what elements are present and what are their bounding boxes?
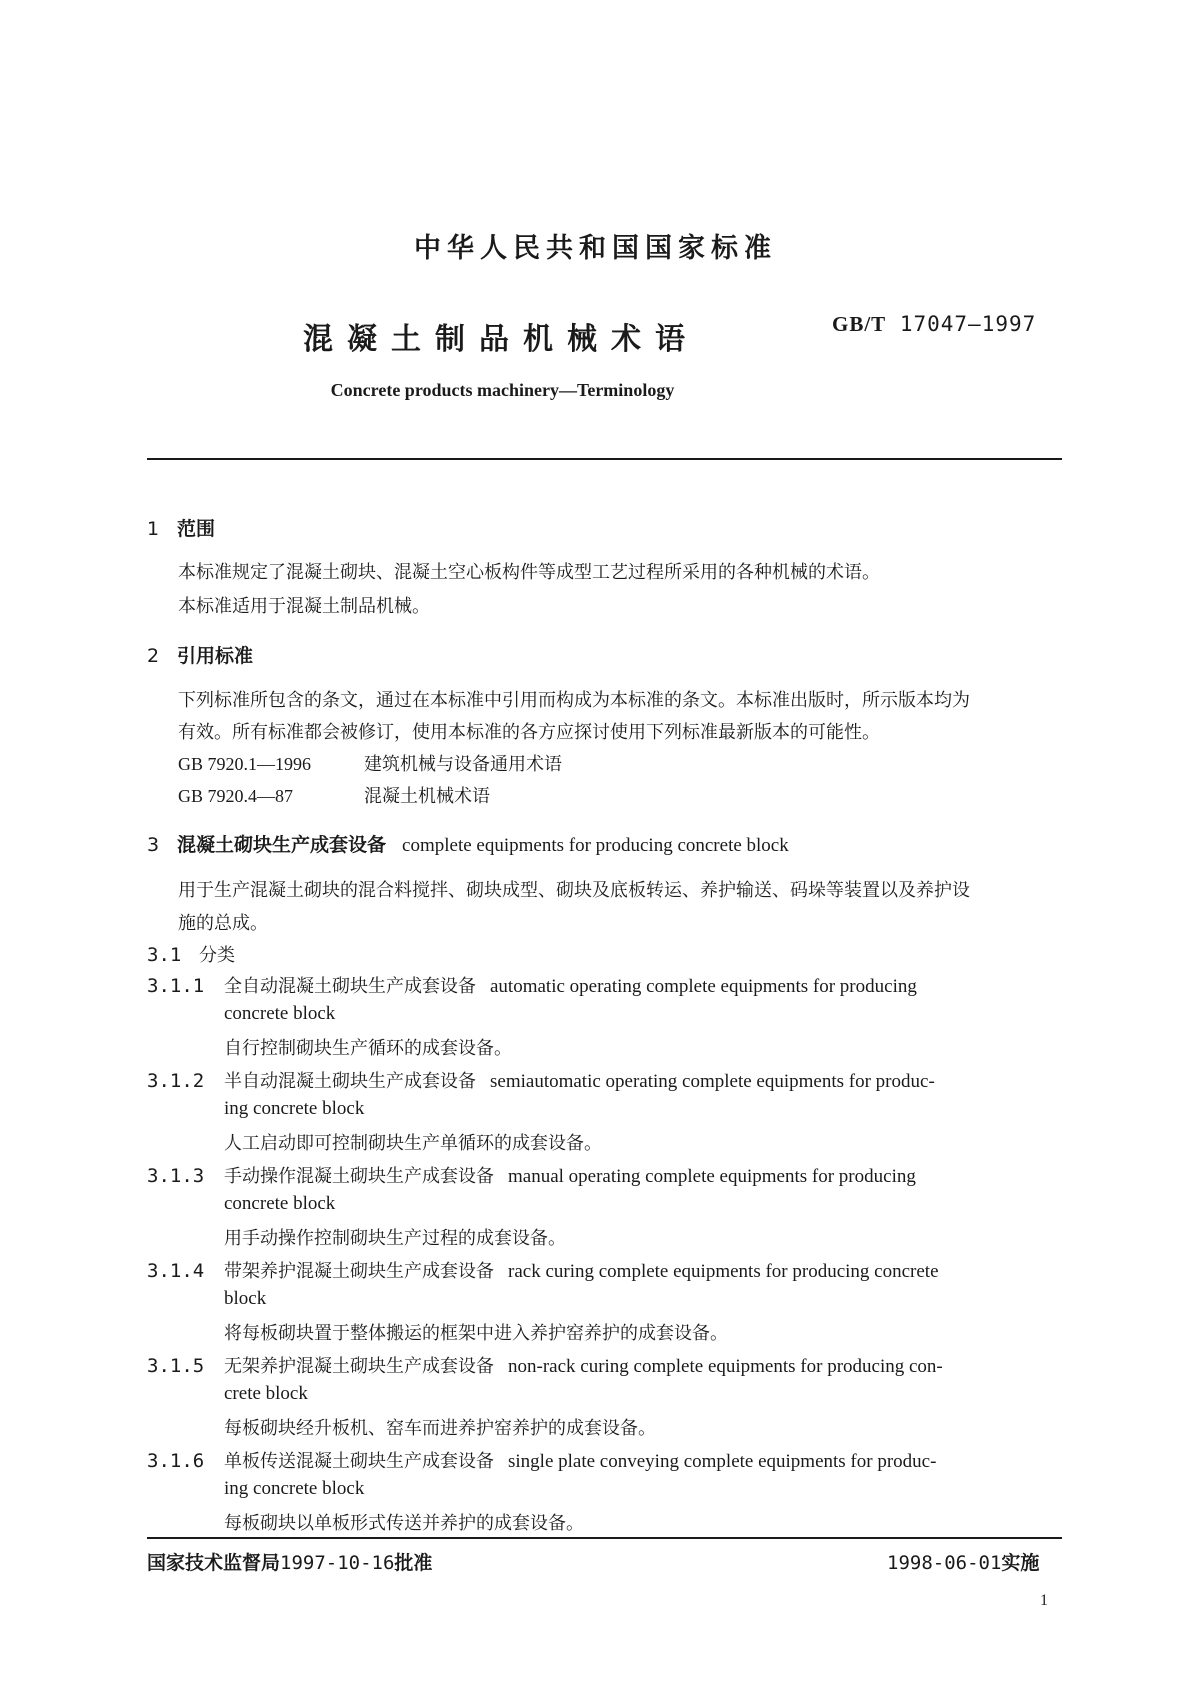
implementation-line [887,1548,1039,1575]
implementation-label: 实施 [1001,1552,1040,1574]
term-en-continuation: concrete block [224,1003,336,1024]
footer-divider [147,1537,1062,1539]
section-number: 2 [147,645,160,667]
term-definition: 每板砌块经升板机、窑车而进养护窑养护的成套设备。 [224,1418,656,1439]
term-cn: 全自动混凝土砌块生产成套设备 [224,976,476,997]
term-definition: 人工启动即可控制砌块生产单循环的成套设备。 [224,1133,602,1154]
national-standard-heading: 中华人民共和国国家标准 [414,233,777,264]
term-3-1-4 [147,1257,939,1283]
section-title-en: complete equipments for producing concrete block [402,835,789,856]
scope-paragraph-2: 本标准适用于混凝土制品机械。 [178,596,430,617]
reference-item [178,782,490,808]
term-definition: 用手动操作控制砌块生产过程的成套设备。 [224,1228,566,1249]
document-title-en: Concrete products machinery—Terminology [330,380,675,400]
term-en-continuation: crete block [224,1383,308,1404]
term-en-continuation: block [224,1288,267,1309]
term-number: 3.1.5 [147,1355,205,1377]
subsection-title: 分类 [199,945,235,966]
reference-item [178,750,562,776]
term-3-1-3 [147,1162,916,1188]
approval-label: 批准 [394,1552,433,1574]
header-divider [147,458,1062,460]
term-cn: 单板传送混凝土砌块生产成套设备 [224,1451,494,1472]
term-3-1-2 [147,1067,935,1093]
term-en: single plate conveying complete equipments for produc- [508,1451,937,1472]
references-paragraph-line-2: 有效。所有标准都会被修订，使用本标准的各方应探讨使用下列标准最新版本的可能性。 [178,722,880,743]
scope-paragraph-1: 本标准规定了混凝土砌块、混凝土空心板构件等成型工艺过程所采用的各种机械的术语。 [178,562,880,583]
term-number: 3.1.1 [147,975,205,997]
subsection-number: 3.1 [147,944,182,966]
approval-org: 国家技术监督局 [147,1552,281,1574]
term-cn: 无架养护混凝土砌块生产成套设备 [224,1356,494,1377]
section-3-heading [147,830,789,857]
reference-title: 混凝土机械术语 [364,786,490,807]
document-title-cn: 混凝土制品机械术语 [303,322,699,357]
term-en: semiautomatic operating complete equipments for produc- [490,1071,935,1092]
term-number: 3.1.3 [147,1165,205,1187]
reference-code: GB 7920.4—87 [178,786,294,806]
references-paragraph-line-1: 下列标准所包含的条文，通过在本标准中引用而构成为本标准的条文。本标准出版时，所示版本均为 [178,690,970,711]
approval-line [147,1548,432,1575]
term-number: 3.1.6 [147,1450,205,1472]
page-number: 1 [1040,1592,1048,1609]
term-cn: 半自动混凝土砌块生产成套设备 [224,1071,476,1092]
term-en: non-rack curing complete equipments for producing con- [508,1356,943,1377]
section-3-definition-line-2: 施的总成。 [178,913,268,934]
approval-date: 1997-10-16 [280,1552,395,1574]
section-title: 范围 [177,518,216,540]
standard-prefix: GB/T [832,312,887,336]
standard-code: 17047—1997 [899,312,1037,336]
term-3-1-6 [147,1447,936,1473]
reference-title: 建筑机械与设备通用术语 [364,754,562,775]
term-en: rack curing complete equipments for producing concrete [508,1261,939,1282]
section-title: 引用标准 [177,645,254,667]
term-en-continuation: concrete block [224,1193,336,1214]
term-cn: 带架养护混凝土砌块生产成套设备 [224,1261,494,1282]
term-definition: 每板砌块以单板形式传送并养护的成套设备。 [224,1513,584,1534]
term-3-1-1 [147,972,917,998]
term-3-1-5 [147,1352,943,1378]
section-2-heading [147,641,253,668]
term-number: 3.1.4 [147,1260,205,1282]
section-number: 3 [147,834,160,856]
section-title: 混凝土砌块生产成套设备 [177,834,387,856]
standard-number [832,312,1036,337]
term-definition: 将每板砌块置于整体搬运的框架中进入养护窑养护的成套设备。 [224,1323,728,1344]
term-number: 3.1.2 [147,1070,205,1092]
subsection-3-1-heading [147,941,235,967]
term-en-continuation: ing concrete block [224,1098,365,1119]
term-cn: 手动操作混凝土砌块生产成套设备 [224,1166,494,1187]
reference-code: GB 7920.1—1996 [178,754,312,774]
section-3-definition-line-1: 用于生产混凝土砌块的混合料搅拌、砌块成型、砌块及底板转运、养护输送、码垛等装置以及养护设 [178,880,970,901]
term-en: automatic operating complete equipments for producing [490,976,917,997]
term-definition: 自行控制砌块生产循环的成套设备。 [224,1038,512,1059]
term-en-continuation: ing concrete block [224,1478,365,1499]
implementation-date: 1998-06-01 [887,1552,1002,1574]
section-1-heading [147,514,215,541]
section-number: 1 [147,518,160,540]
term-en: manual operating complete equipments for producing [508,1166,916,1187]
